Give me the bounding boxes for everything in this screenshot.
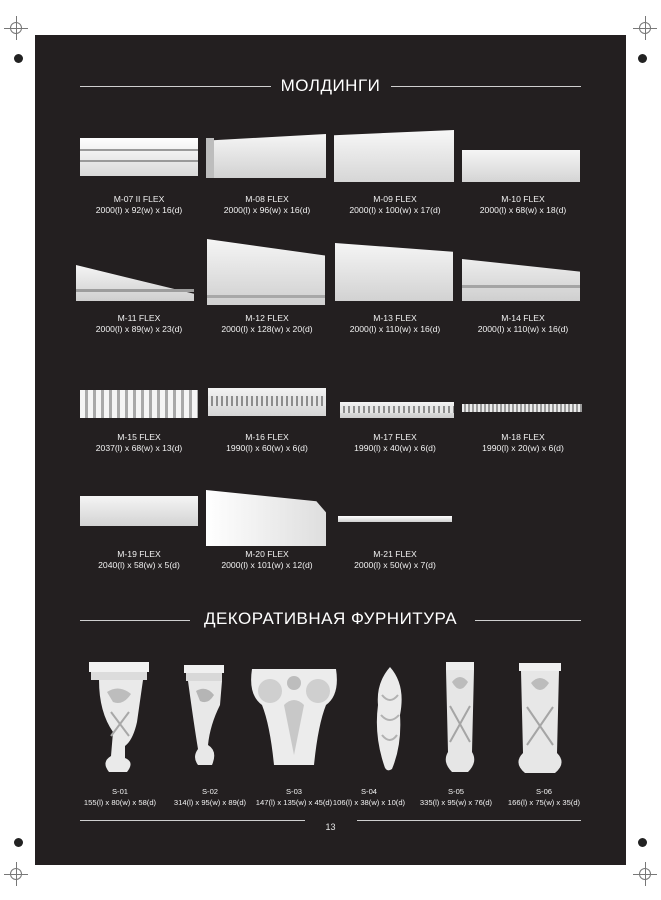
molding-image [76,130,202,192]
decor-code: S-01 [111,787,129,796]
molding-dims: 1990(l) x 20(w) x 6(d) [482,443,564,453]
molding-dims: 2000(l) x 50(w) x 7(d) [354,560,436,570]
molding-dims: 2000(l) x 68(w) x 18(d) [479,205,567,215]
decor-item-s02 [180,665,230,775]
corbel-image [180,665,230,775]
molding-code: M-19 FLEX [117,549,161,559]
leaf-ornament-image [372,665,408,775]
corbel-image [85,662,155,774]
registration-mark-top-right [633,16,657,40]
molding-code: M-10 FLEX [501,194,545,204]
decor-item-s03 [248,665,340,775]
molding-item-m20 [204,490,330,570]
molding-dims: 2000(l) x 110(w) x 16(d) [349,324,441,334]
decor-code: S-05 [447,787,465,796]
molding-item-m15 [76,382,202,453]
molding-dims: 1990(l) x 60(w) x 6(d) [226,443,308,453]
decor-dims: 155(l) x 80(w) x 58(d) [83,798,157,807]
molding-image [204,130,330,192]
footer-rule-right [357,820,581,821]
molding-image [76,239,202,301]
decor-dims: 314(l) x 95(w) x 89(d) [173,798,247,807]
capital-image [248,665,340,775]
molding-code: M-13 FLEX [373,313,417,323]
molding-item-m17 [332,382,458,453]
molding-code: M-14 FLEX [501,313,545,323]
decor-code: S-02 [201,787,219,796]
molding-image [332,490,458,552]
decor-code: S-06 [535,787,553,796]
molding-image [204,490,330,552]
decor-dims: 147(l) x 135(w) x 45(d) [255,798,333,807]
page-number: 13 [325,822,336,832]
molding-item-m08 [204,130,330,215]
registration-dot-right-bottom [638,838,647,847]
molding-dims: 2000(l) x 101(w) x 12(d) [221,560,313,570]
molding-image [76,490,202,552]
molding-image [332,130,458,192]
molding-item-m10 [460,130,586,215]
molding-dims: 1990(l) x 40(w) x 6(d) [354,443,436,453]
registration-dot-right-top [638,54,647,63]
catalog-panel [35,35,626,865]
molding-code: M-20 FLEX [245,549,289,559]
molding-code: M-08 FLEX [245,194,289,204]
molding-code: M-16 FLEX [245,432,289,442]
bracket-image [513,663,567,775]
decor-item-s06 [513,663,567,775]
molding-item-m16 [204,382,330,453]
decor-item-s05 [438,662,482,774]
decor-code: S-04 [360,787,378,796]
molding-dims: 2000(l) x 96(w) x 16(d) [223,205,311,215]
molding-item-m21 [332,490,458,570]
molding-image [460,239,586,301]
section-title-moldings: МОЛДИНГИ [35,76,626,96]
molding-dims: 2000(l) x 89(w) x 23(d) [95,324,183,334]
molding-dims: 2000(l) x 128(w) x 20(d) [221,324,313,334]
registration-dot-left-top [14,54,23,63]
molding-image [332,239,458,301]
decor-code: S-03 [285,787,303,796]
molding-dims: 2040(l) x 58(w) x 5(d) [98,560,180,570]
molding-code: M-09 FLEX [373,194,417,204]
molding-code: M-15 FLEX [117,432,161,442]
molding-dims: 2000(l) x 92(w) x 16(d) [95,205,183,215]
molding-image [460,130,586,192]
molding-dims: 2000(l) x 110(w) x 16(d) [477,324,569,334]
decor-item-s01 [85,662,155,774]
decor-dims: 335(l) x 95(w) x 76(d) [419,798,493,807]
footer-rule-left [80,820,305,821]
molding-code: M-18 FLEX [501,432,545,442]
molding-item-m13 [332,239,458,334]
molding-dims: 2037(l) x 68(w) x 13(d) [95,443,183,453]
registration-mark-top-left [4,16,28,40]
bracket-image [438,662,482,774]
molding-dims: 2000(l) x 100(w) x 17(d) [349,205,441,215]
molding-item-m18 [460,382,586,453]
molding-item-m09 [332,130,458,215]
registration-mark-bottom-left [4,862,28,886]
molding-item-m14 [460,239,586,334]
decor-item-s04 [372,665,408,775]
molding-item-m12 [204,239,330,334]
registration-dot-left-bottom [14,838,23,847]
molding-item-m07 [76,130,202,215]
section-title-decor: ДЕКОРАТИВНАЯ ФУРНИТУРА [35,609,626,629]
registration-mark-bottom-right [633,862,657,886]
molding-image [204,239,330,301]
molding-item-m11 [76,239,202,334]
molding-code: M-07 II FLEX [113,194,165,204]
molding-code: M-11 FLEX [117,313,161,323]
decor-dims: 166(l) x 75(w) x 35(d) [507,798,581,807]
molding-code: M-17 FLEX [373,432,417,442]
molding-code: M-21 FLEX [373,549,417,559]
decor-dims: 106(l) x 38(w) x 10(d) [332,798,406,807]
molding-item-m19 [76,490,202,570]
molding-code: M-12 FLEX [245,313,289,323]
